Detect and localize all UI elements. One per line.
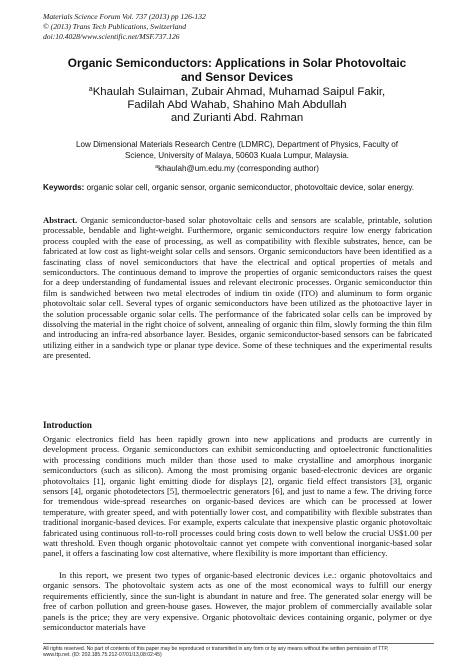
footer-line-1: All rights reserved. No part of contents of this paper may be reproduced or transmitted in any form or by any means without the written permission of TTP, — [43, 646, 389, 652]
paper-title — [40, 57, 434, 84]
journal-header — [43, 12, 443, 42]
doi-line: doi:10.4028/www.scientific.net/MSF.737.126 — [43, 32, 180, 41]
authors-line-3: and Zurianti Abd. Rahman — [170, 111, 304, 124]
introduction-paragraph-2: In this report, we present two types of organic-based electronic devices i.e.: organic photovoltaics and organic sensors. The photovoltaic system acts as one of the most economical ways to fulfill our energy requirements efficiently, since the sun-light is abundant in nature and free. The generated solar energy will be free of carbon pollution and green-house gases. However, the major problem of commercially available solar panels is the price; they are very expensive. Organic photovoltaic devices containing organic, polymer or dye semiconductor materials have — [43, 570, 432, 633]
introduction-heading: Introduction — [43, 420, 92, 430]
journal-citation: Materials Science Forum Vol. 737 (2013) pp 126-132 — [43, 12, 206, 21]
footer-notice — [43, 646, 435, 659]
abstract-label: Abstract. — [43, 215, 78, 225]
keywords-label: Keywords: — [43, 183, 85, 192]
authors-line-1 — [40, 86, 434, 99]
author-superscript: a — [88, 86, 93, 93]
email-superscript: a — [155, 164, 159, 170]
keywords-text: organic solar cell, organic sensor, organic semiconductor, photovoltaic device, solar energy. — [84, 183, 415, 192]
copyright-line: © (2013) Trans Tech Publications, Switzerland — [43, 22, 187, 31]
title-line-1: Organic Semiconductors: Applications in Solar Photovoltaic — [67, 56, 407, 70]
email-text: khaulah@um.edu.my (corresponding author) — [158, 164, 319, 173]
authors-line-2: Fadilah Abd Wahab, Shahino Mah Abdullah — [127, 98, 347, 111]
introduction-paragraph-1: Organic electronics field has been rapidly grown into new applications and products are currently in development process. Organic semiconductors can exhibit semiconducting and optoelectronic functionalities with processing conditions much milder than those used to make crystalline and amorphous inorganic semiconductors (such as silicon). Among the most promising organic based-electronic devices are organic photovoltaics [1], organic light emitting diode for displays [2], organic field effect transistors [3], organic sensors [4], organic photodetectors [5], thermoelectric generators [6], and just to name a few. The driving force for tremendous wide-spread researches on organic-based devices are which can be processed at lower temperature, with greater speed, and with potentially lower cost, and compatibility with flexible substrates than traditional inorganic-based devices. For example, experts calculate that inexpensive plastic organic photovoltaic fabricated using continuous roll-to-roll processes could bring costs down to well below the crucial US$1.00 per watt threshold. Even though organic photovoltaic cannot yet compete with conventional inorganic-based solar panel, it offers a fascinating low cost alternative, where flexibility is more important than efficiency. — [43, 434, 432, 559]
keywords — [43, 183, 435, 193]
footer-line-2: www.ttp.net. (ID: 202.185.75.212-07/01/13,08:02:45) — [43, 652, 162, 659]
affiliation — [40, 139, 434, 161]
affiliation-line-1: Low Dimensional Materials Research Centre (LDMRC), Department of Physics, Faculty of — [75, 140, 399, 149]
author-list — [40, 86, 434, 125]
abstract-text: Organic semiconductor-based solar photovoltaic cells and sensors are scalable, printable, solution processable, bendable and light-weight. Furthermore, organic semiconductors require low energy fabrication process coupled with the ease of processing, as well as compatibility with flexible substrates, hence, can be fabricated at low cost as light-weight solar cells and sensors. Organic semiconductors have been identified as a fascinating class of novel semiconductors that have the electrical and optical properties of metals and semiconductors. The continuous demand to improve the properties of organic semiconductors raises the quest for a deep understanding of fundamental issues and relevant electronic processes. Organic semiconductor thin film is sandwiched between two metal electrodes of indium tin oxide (ITO) and aluminum to form organic photovoltaic solar cell. Several types of organic semiconductors have been utilized as the photoactive layer in the solution processable organic solar cells. The performance of the fabricated solar cells can be improved by dissolving the material in the right choice of solvent, annealing of organic thin film, slowly forming the thin film and introducing an infra-red absorbance layer. Besides, organic semiconductor-based sensors can be fabricated utilizing either in a sandwich type or planar type device. Some of these techniques and the experimental results are presented. — [43, 215, 432, 361]
affiliation-line-2: Science, University of Malaya, 50603 Kuala Lumpur, Malaysia. — [124, 151, 350, 160]
title-line-2: and Sensor Devices — [180, 69, 294, 84]
abstract — [43, 215, 432, 361]
footer-divider — [43, 643, 434, 644]
corresponding-email — [40, 163, 434, 174]
authors-line-1-text: Khaulah Sulaiman, Zubair Ahmad, Muhamad Saipul Fakir, — [92, 86, 386, 98]
